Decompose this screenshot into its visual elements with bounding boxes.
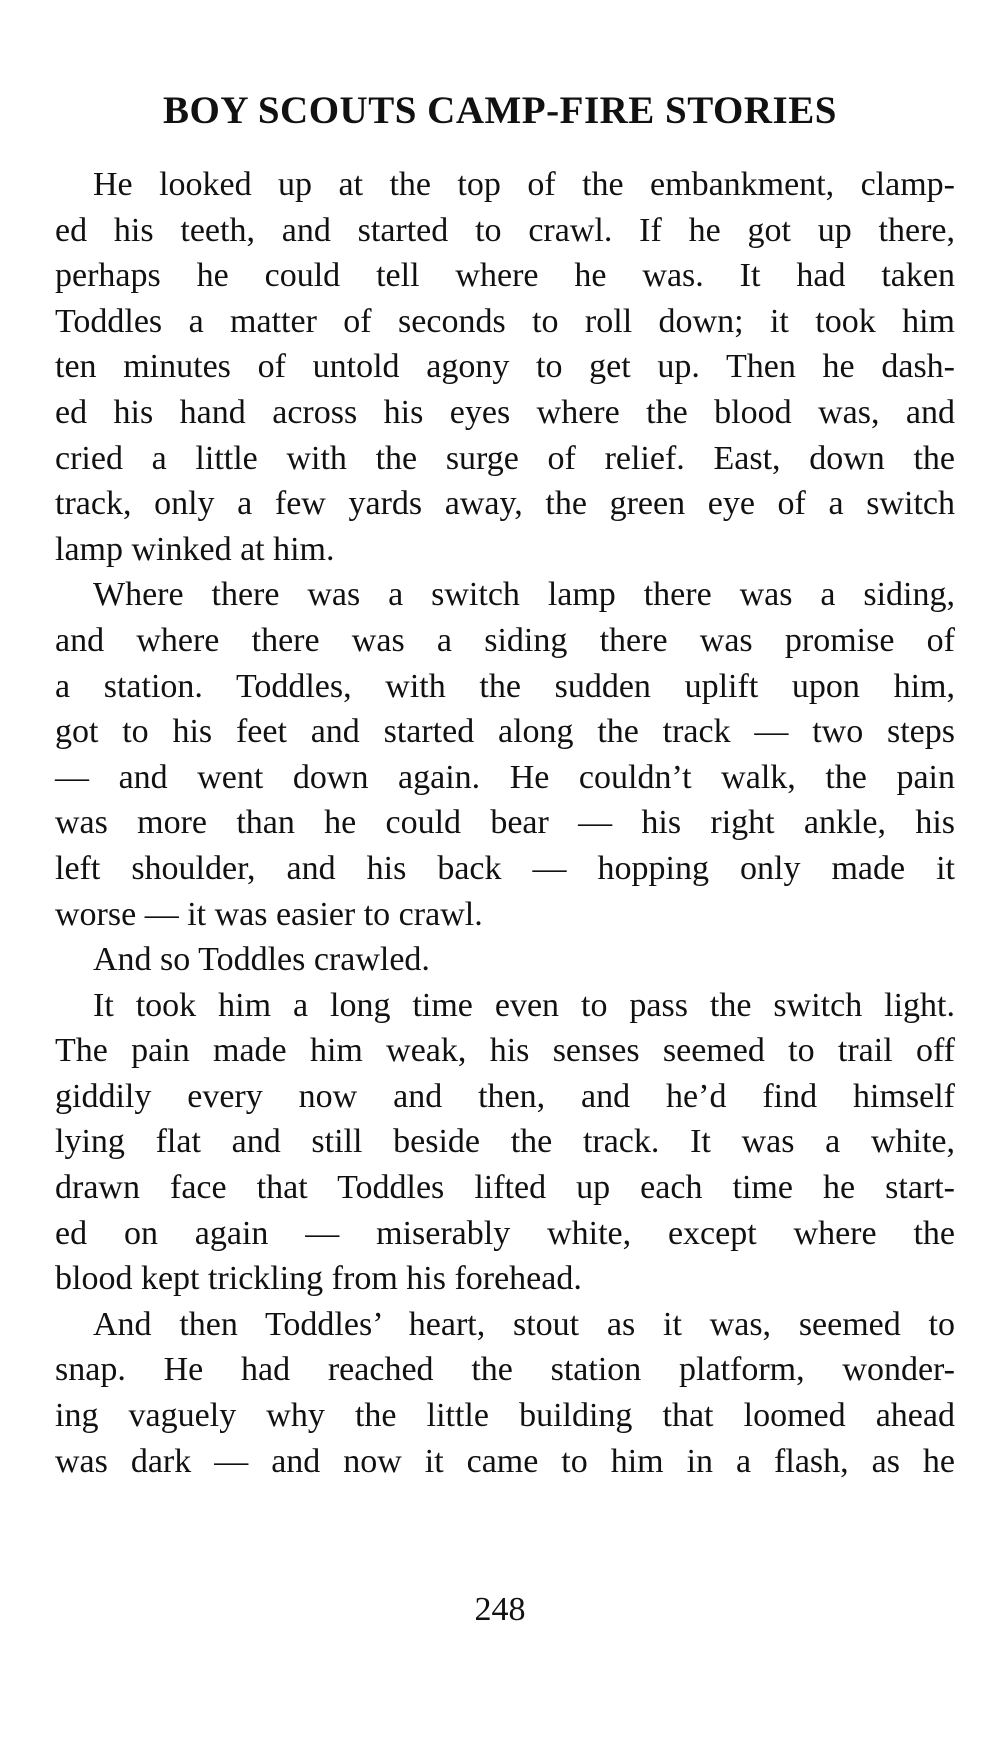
text-line: worse — it was easier to crawl. [55,895,483,933]
text-line: blood kept trickling from his forehead. [55,1260,582,1298]
text-line: perhaps he could tell where he was. It had taken [55,257,955,295]
running-title: BOY SCOUTS CAMP-FIRE STORIES [163,89,837,132]
text-line: He looked up at the top of the embankment, clamp- [93,166,955,203]
text-line: left shoulder, and his back — hopping only made it [55,849,955,887]
text-line: — and went down again. He couldn’t walk, the pain [55,758,955,796]
text-line: track, only a few yards away, the green eye of a switch [55,485,955,523]
text-line: It took him a long time even to pass the switch light. [93,986,955,1024]
text-line: lamp winked at him. [55,530,335,568]
text-line: And then Toddles’ heart, stout as it was, seemed to [93,1305,955,1343]
text-line: giddily every now and then, and he’d find himself [55,1077,955,1115]
text-line: Toddles a matter of seconds to roll down; it took him [55,302,955,340]
text-line: ed his hand across his eyes where the blood was, and [55,393,955,431]
text-line: snap. He had reached the station platform, wonder- [55,1351,955,1389]
text-line: got to his feet and started along the track — two steps [55,713,955,751]
text-line: cried a little with the surge of relief. East, down the [55,439,955,477]
text-line: ed his teeth, and started to crawl. If he got up there, [55,211,955,249]
text-line: ing vaguely why the little building that loomed ahead [55,1397,955,1435]
text-line: lying flat and still beside the track. It was a white, [55,1123,955,1161]
text-line: drawn face that Toddles lifted up each time he start- [55,1169,955,1207]
text-line: a station. Toddles, with the sudden uplift upon him, [55,667,955,705]
body-text [55,162,955,1484]
text-line: and where there was a siding there was promise of [55,621,955,659]
text-line: was dark — and now it came to him in a flash, as he [55,1442,955,1480]
text-line: was more than he could bear — his right ankle, his [55,804,955,842]
text-line: The pain made him weak, his senses seemed to trail off [55,1032,955,1070]
text-line: And so Toddles crawled. [93,941,430,979]
page-number: 248 [474,1591,526,1628]
text-line: ten minutes of untold agony to get up. Then he dash- [55,348,955,386]
text-line: ed on again — miserably white, except where the [55,1214,955,1252]
text-line: Where there was a switch lamp there was a siding, [93,576,955,614]
